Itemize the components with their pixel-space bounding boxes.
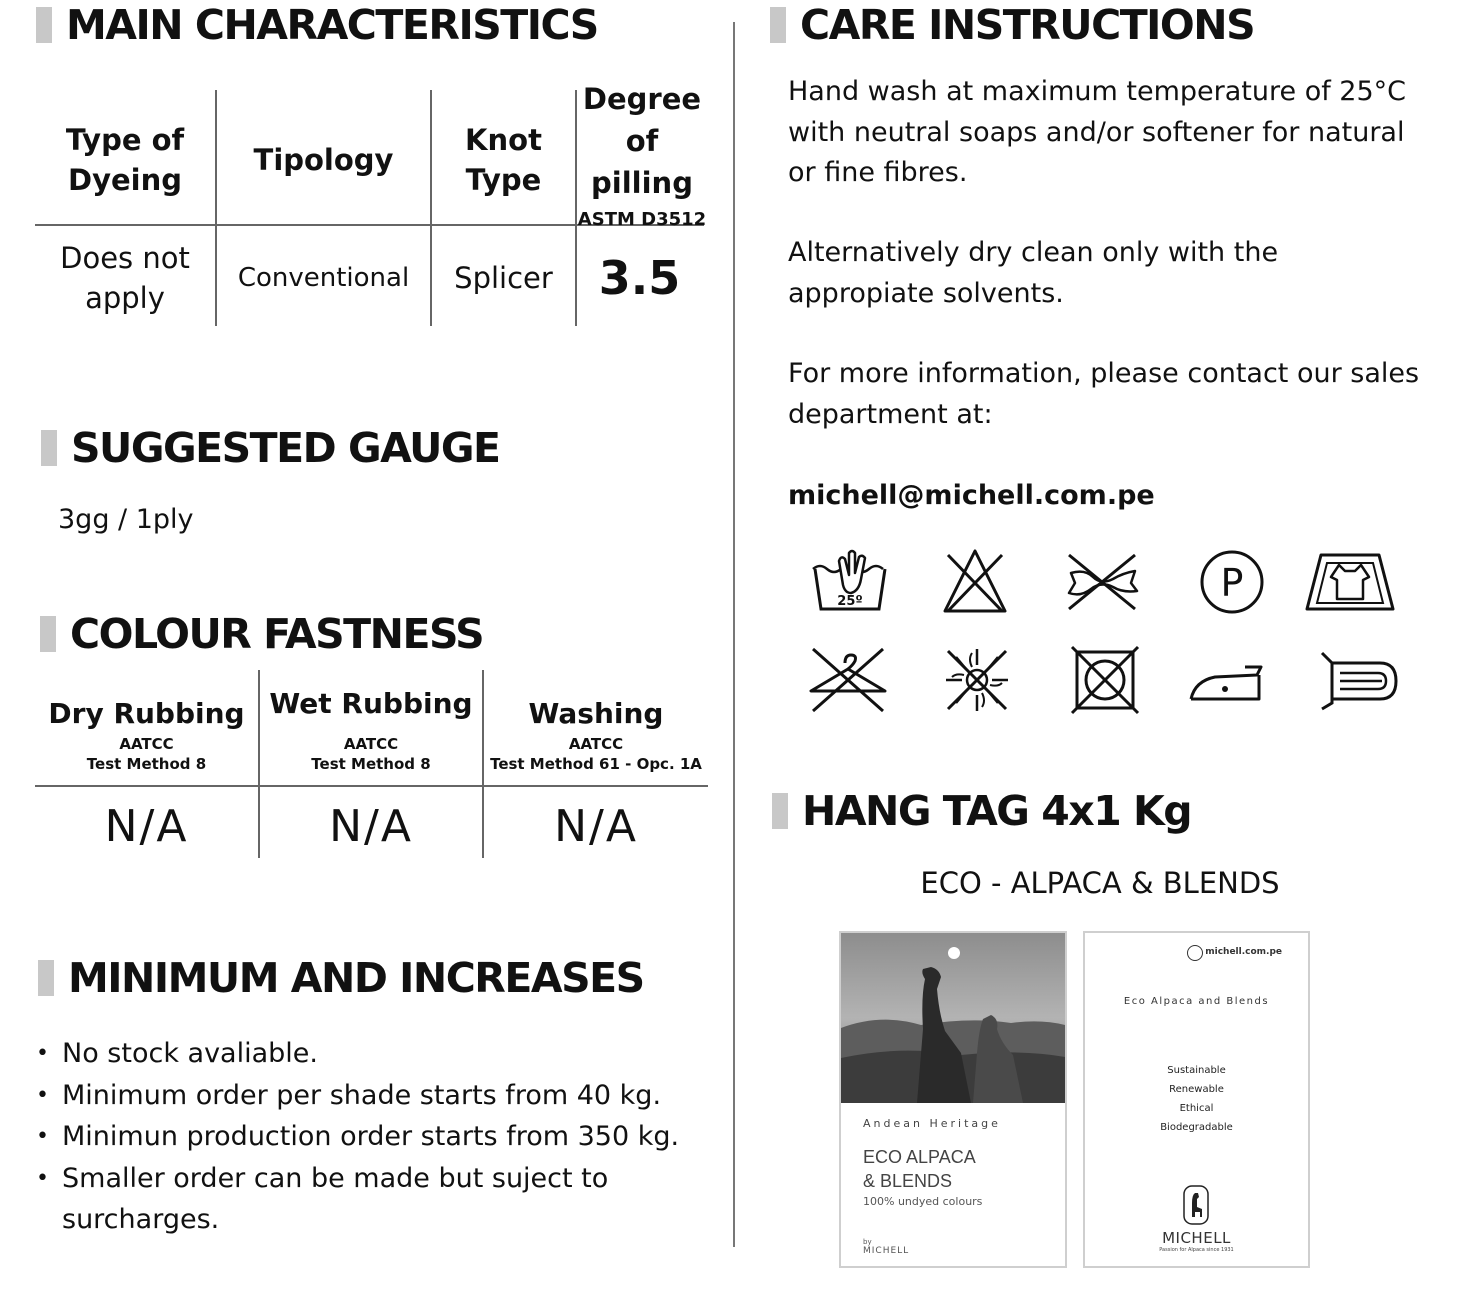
section-accent-bar — [41, 430, 57, 466]
suggested-gauge-heading — [41, 423, 500, 473]
list-item: • Minimun production order starts from 350 kg. — [36, 1116, 696, 1158]
do-not-bleach-icon — [930, 547, 1020, 617]
iron-low-icon — [1185, 645, 1275, 715]
value-line: Conventional — [237, 263, 410, 293]
section-accent-bar — [36, 7, 52, 43]
header-type-of-dyeing — [35, 120, 215, 200]
column-method: Test Method 61 - Opc. 1A — [490, 755, 702, 773]
header-line: of pilling — [591, 124, 693, 200]
value-line: Does not — [60, 241, 190, 275]
dry-flat-icon — [1305, 547, 1395, 617]
tag-tagline: 100% undyed colours — [863, 1195, 983, 1208]
svg-text:25º: 25º — [837, 594, 863, 609]
section-accent-bar — [40, 616, 56, 652]
tag-heading: Eco Alpaca and Blends — [1123, 996, 1270, 1007]
list-item: • Minimum order per shade starts from 40 kg. — [36, 1075, 696, 1117]
care-paragraph: For more information, please contact our sales department at: — [788, 358, 1420, 430]
column-label: Washing — [528, 697, 664, 730]
section-accent-bar — [38, 960, 54, 996]
column-method: Test Method 8 — [311, 755, 431, 773]
header-line: Tipology — [253, 143, 394, 177]
tag-attributes — [1085, 1061, 1308, 1137]
colour-fastness-heading — [40, 609, 483, 659]
header-dry-rubbing — [35, 690, 258, 780]
table-rule — [35, 785, 708, 787]
tag-attribute: Ethical — [1179, 1103, 1214, 1114]
value-line: Splicer — [454, 261, 553, 295]
column-org: AATCC — [568, 735, 624, 753]
list-item: • No stock avaliable. — [36, 1033, 696, 1075]
care-instructions-heading — [770, 0, 1254, 50]
header-line: Knot — [465, 123, 542, 157]
value-washing: N/A — [554, 800, 638, 852]
header-line: Dyeing — [68, 163, 182, 197]
tag-attribute: Sustainable — [1167, 1065, 1226, 1076]
do-not-wring-icon — [1057, 547, 1147, 617]
header-knot-type — [432, 120, 575, 200]
header-tipology — [217, 140, 430, 180]
value-line: apply — [85, 281, 165, 315]
tag-website: michell.com.pe — [1205, 947, 1282, 957]
column-divider — [733, 22, 735, 1247]
tag-hole — [1187, 945, 1203, 961]
header-line: Type of — [65, 123, 185, 157]
do-not-tumble-dry-icon — [1060, 645, 1150, 715]
hang-tag-front — [839, 931, 1067, 1268]
hand-wash-25-icon — [805, 547, 895, 617]
do-not-hang-dry-icon — [803, 645, 893, 715]
tag-slogan: Passion for Alpaca since 1931 — [1159, 1247, 1234, 1253]
value-wet-rubbing: N/A — [329, 800, 413, 852]
gauge-value: 3gg / 1ply — [58, 504, 194, 535]
header-washing — [484, 690, 708, 780]
value-line: 3.5 — [598, 251, 681, 305]
section-title: MINIMUM AND INCREASES — [68, 954, 644, 1002]
header-line: Type — [465, 163, 542, 197]
header-wet-rubbing — [260, 680, 482, 780]
tag-product-line: ECO ALPACA — [863, 1147, 976, 1167]
value-knot-type — [432, 258, 575, 298]
care-paragraph: Alternatively dry clean only with the appropiate solvents. — [788, 237, 1279, 309]
section-accent-bar — [770, 7, 786, 43]
minimum-list — [36, 1033, 696, 1241]
tag-product-line: & BLENDS — [863, 1171, 953, 1191]
sales-email-link[interactable]: michell@michell.com.pe — [788, 480, 1155, 511]
main-characteristics-heading — [36, 0, 598, 50]
section-title: SUGGESTED GAUGE — [71, 424, 500, 472]
column-method: Test Method 8 — [86, 755, 207, 773]
value-dry-rubbing: N/A — [104, 800, 189, 852]
hang-tag-heading — [772, 786, 1191, 836]
tag-attribute: Biodegradable — [1160, 1122, 1233, 1133]
dry-clean-p-icon — [1187, 547, 1277, 617]
section-title: MAIN CHARACTERISTICS — [66, 1, 598, 49]
care-paragraph: Hand wash at maximum temperature of 25°C with neutral soaps and/or softener for natural or fine fibres. — [788, 76, 1407, 188]
section-title: HANG TAG 4x1 Kg — [802, 787, 1192, 835]
hang-tag-subtitle: ECO - ALPACA & BLENDS — [920, 866, 1280, 900]
michell-logo-icon — [1183, 1185, 1209, 1225]
minimum-and-increases-heading — [38, 953, 644, 1003]
header-line: Degree — [582, 82, 702, 116]
alpaca-photo — [841, 933, 1065, 1103]
section-title: COLOUR FASTNESS — [70, 610, 484, 658]
hang-tag-back — [1083, 931, 1310, 1268]
value-degree-of-pilling — [577, 250, 702, 306]
section-title: CARE INSTRUCTIONS — [800, 1, 1255, 49]
section-accent-bar — [772, 793, 788, 829]
column-label: Dry Rubbing — [48, 697, 245, 730]
column-label: Wet Rubbing — [269, 687, 473, 720]
value-type-of-dyeing — [35, 238, 215, 318]
tag-attribute: Renewable — [1169, 1084, 1224, 1095]
dry-flat-in-shade-icon — [1310, 645, 1400, 715]
pilling-standard: ASTM D3512 — [577, 209, 707, 230]
tag-heading: Andean Heritage — [863, 1117, 1001, 1130]
list-item: • Smaller order can be made but suject to surcharges. — [36, 1158, 622, 1241]
do-not-dry-in-sun-icon — [932, 645, 1022, 715]
tag-brand: MICHELL — [863, 1246, 910, 1256]
tag-by-label: by — [863, 1238, 872, 1246]
value-tipology — [217, 258, 430, 298]
column-org: AATCC — [119, 735, 174, 753]
svg-text:P: P — [1220, 561, 1244, 605]
tag-brand: MICHELL — [1162, 1229, 1231, 1247]
header-degree-of-pilling — [577, 82, 707, 230]
column-org: AATCC — [343, 735, 399, 753]
